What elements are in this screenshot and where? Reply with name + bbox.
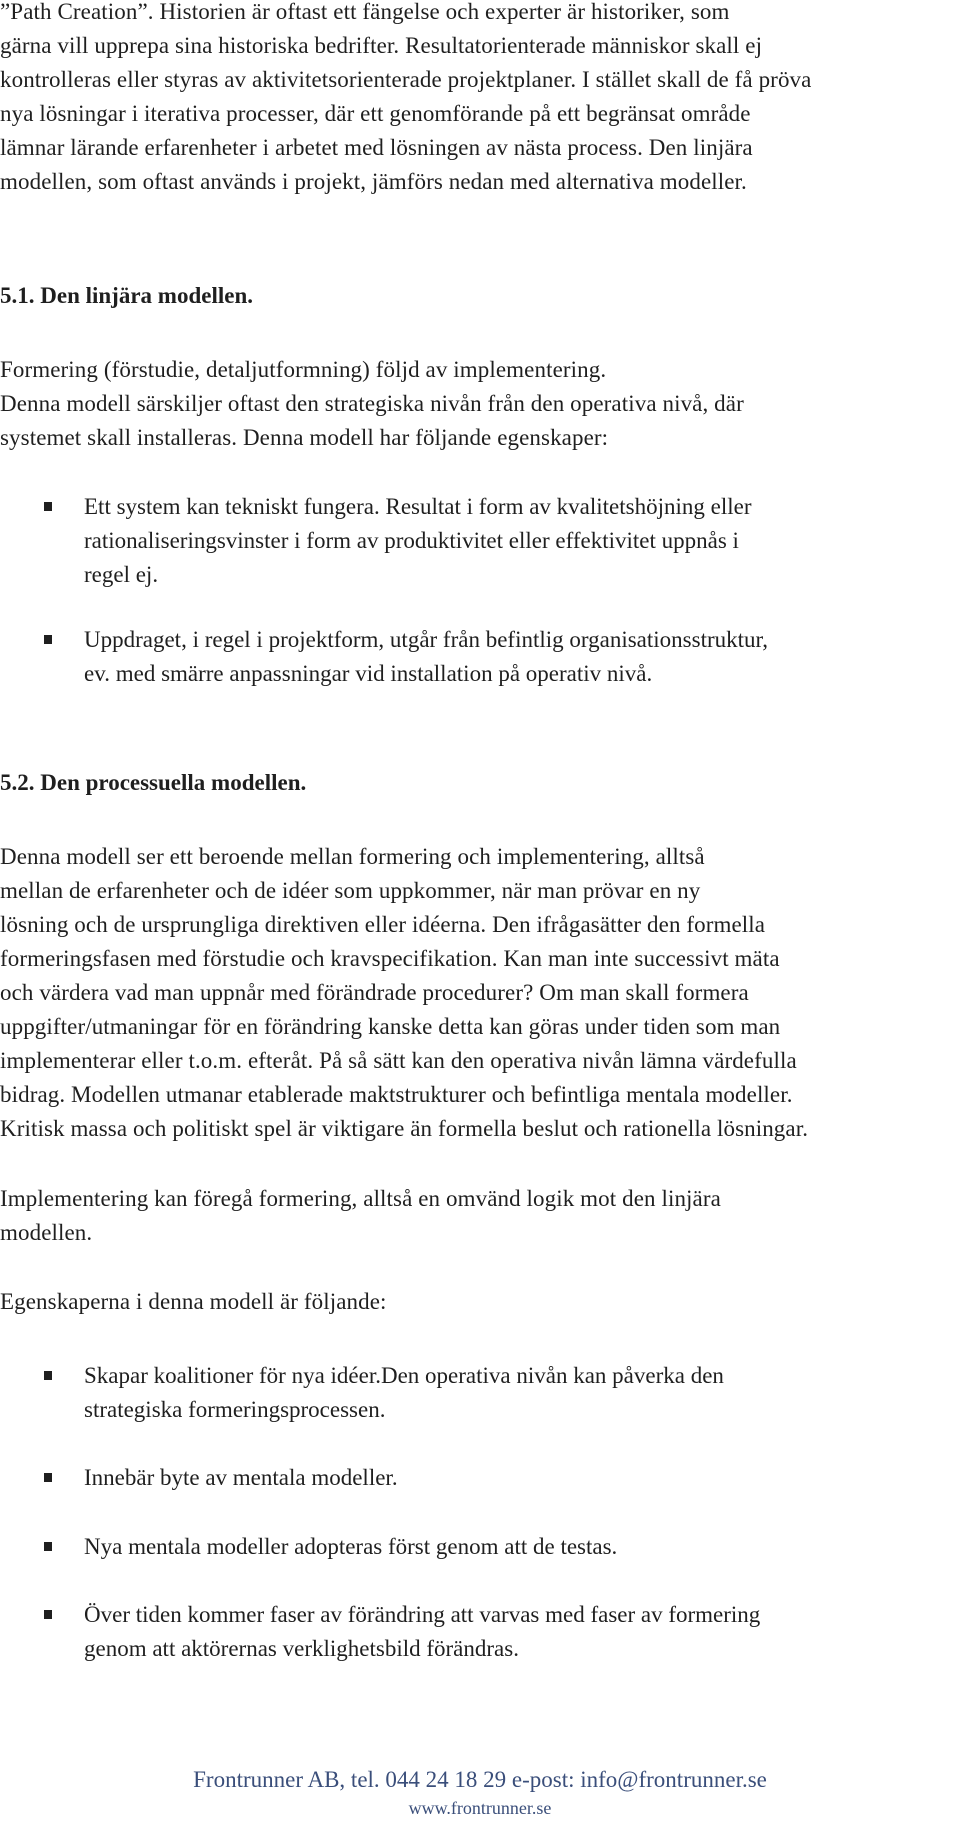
process-line: Denna modell ser ett beroende mellan formering och implementering, alltså [0, 844, 705, 869]
process-paragraph-1 [0, 840, 808, 1146]
list-item-line: genom att aktörernas verklighetsbild förändras. [84, 1636, 519, 1661]
process-line: modellen. [0, 1220, 93, 1245]
list-item-text [84, 1530, 954, 1564]
bullet-square-icon [44, 635, 52, 644]
footer-contact: Frontrunner AB, tel. 044 24 18 29 e-post: info@frontrunner.se [193, 1767, 767, 1792]
bullet-square-icon [44, 1610, 52, 1619]
section-heading-linear: 5.1. Den linjära modellen. [0, 283, 253, 308]
list-item-line: Skapar koalitioner för nya idéer.Den operativa nivån kan påverka den [84, 1363, 724, 1388]
list-item-text [84, 623, 954, 691]
bullet-square-icon [44, 1473, 52, 1482]
intro-line: nya lösningar i iterativa processer, där ett genomförande på ett begränsat område [0, 101, 751, 126]
bullet-square-icon [44, 1542, 52, 1551]
linear-line: systemet skall installeras. Denna modell har följande egenskaper: [0, 425, 609, 450]
intro-line: kontrolleras eller styras av aktivitetsorienterade projektplaner. I stället skall de få pröva [0, 67, 812, 92]
process-line: uppgifter/utmaningar för en förändring kanske detta kan göras under tiden som man [0, 1014, 781, 1039]
intro-paragraph [0, 0, 811, 199]
process-line: bidrag. Modellen utmanar etablerade maktstrukturer och befintliga mentala modeller. [0, 1082, 793, 1107]
process-paragraph-2 [0, 1182, 721, 1250]
process-line: lösning och de ursprungliga direktiven eller idéerna. Den ifrågasätter den formella [0, 912, 766, 937]
process-line: mellan de erfarenheter och de idéer som uppkommer, när man prövar en ny [0, 878, 701, 903]
process-line: Kritisk massa och politiskt spel är viktigare än formella beslut och rationella lösningar. [0, 1116, 809, 1141]
list-item-line: regel ej. [84, 562, 159, 587]
list-item-line: Uppdraget, i regel i projektform, utgår från befintlig organisationsstruktur, [84, 627, 769, 652]
footer-website-link[interactable]: www.frontrunner.se [408, 1798, 552, 1818]
intro-line: modellen, som oftast används i projekt, jämförs nedan med alternativa modeller. [0, 169, 747, 194]
intro-line: gärna vill upprepa sina historiska bedrifter. Resultatorienterade människor skall ej [0, 33, 763, 58]
list-item-line: Ett system kan tekniskt fungera. Resultat i form av kvalitetshöjning eller [84, 494, 752, 519]
list-item-text [84, 490, 954, 592]
process-line: formeringsfasen med förstudie och kravspecifikation. Kan man inte successivt mäta [0, 946, 780, 971]
list-item-line: ev. med smärre anpassningar vid installation på operativ nivå. [84, 661, 653, 686]
process-line: och värdera vad man uppnår med förändrade procedurer? Om man skall formera [0, 980, 749, 1005]
list-item-line: strategiska formeringsprocessen. [84, 1397, 386, 1422]
process-line: Implementering kan föregå formering, alltså en omvänd logik mot den linjära [0, 1186, 721, 1211]
intro-line: lämnar lärande erfarenheter i arbetet med lösningen av nästa process. Den linjära [0, 135, 753, 160]
list-item-text [84, 1359, 954, 1427]
process-line: implementerar eller t.o.m. efteråt. På så sätt kan den operativa nivån lämna värdefulla [0, 1048, 797, 1073]
bullet-square-icon [44, 1371, 52, 1380]
list-item-line: Innebär byte av mentala modeller. [84, 1465, 398, 1490]
list-item-text [84, 1598, 954, 1666]
linear-paragraph [0, 353, 744, 455]
section-heading-process: 5.2. Den processuella modellen. [0, 770, 307, 795]
list-item-line: rationaliseringsvinster i form av produktivitet eller effektivitet uppnås i [84, 528, 739, 553]
linear-line: Denna modell särskiljer oftast den strategiska nivån från den operativa nivå, där [0, 391, 744, 416]
list-item-line: Nya mentala modeller adopteras först genom att de testas. [84, 1534, 618, 1559]
list-item-line: Över tiden kommer faser av förändring att varvas med faser av formering [84, 1602, 761, 1627]
bullet-square-icon [44, 502, 52, 511]
process-paragraph-3: Egenskaperna i denna modell är följande: [0, 1289, 387, 1314]
intro-line: ”Path Creation”. Historien är oftast ett fängelse och experter är historiker, som [0, 0, 730, 24]
list-item-text [84, 1461, 954, 1495]
linear-line: Formering (förstudie, detaljutformning) följd av implementering. [0, 357, 607, 382]
